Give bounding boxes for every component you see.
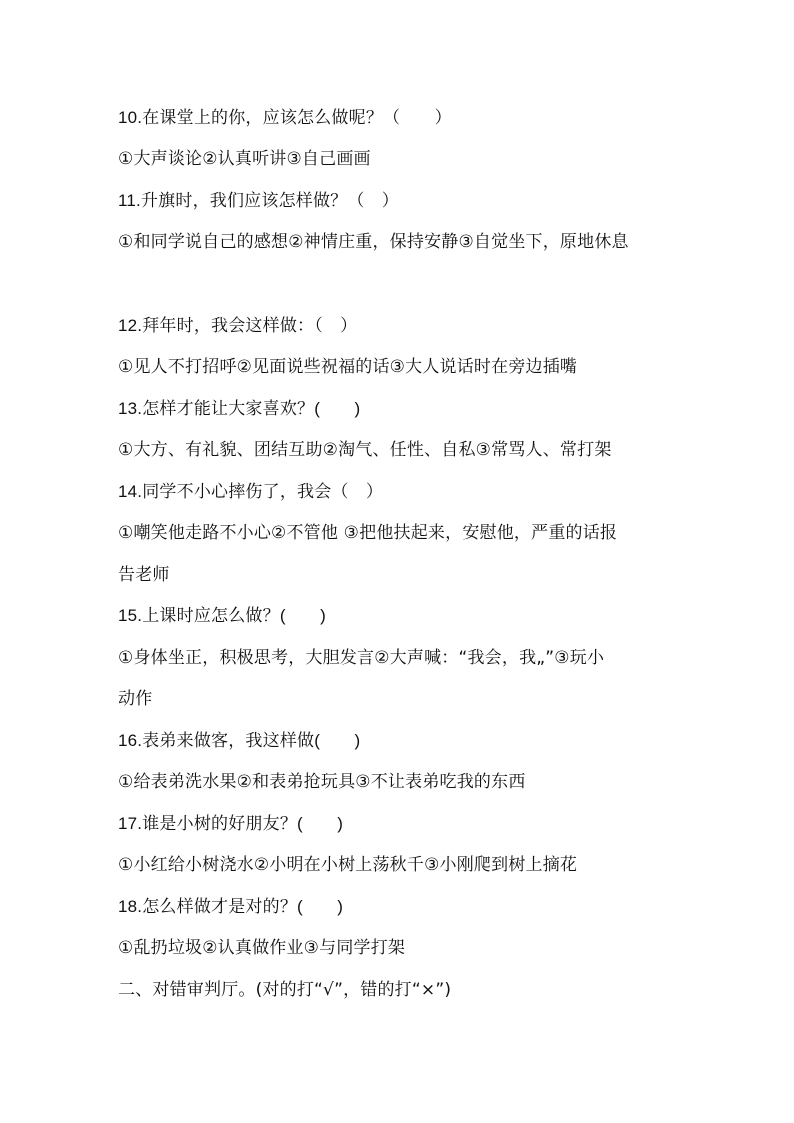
question-14: 14.同学不小心摔伤了，我会（ ） [118, 482, 384, 501]
question-12: 12.拜年时，我会这样做：（ ） [118, 316, 358, 335]
options-17: ①小红给小树浇水②小明在小树上荡秋千③小刚爬到树上摘花 [118, 855, 578, 875]
question-10: 10.在课堂上的你，应该怎么做呢？（ ） [118, 108, 452, 127]
options-16: ①给表弟洗水果②和表弟抢玩具③不让表弟吃我的东西 [118, 772, 526, 792]
question-18: 18.怎么样做才是对的？( ) [118, 897, 344, 916]
question-13: 13.怎样才能让大家喜欢？( ) [118, 399, 361, 418]
options-14: ①嘲笑他走路不小心②不管他 ③把他扶起来，安慰他，严重的话报 [118, 523, 618, 543]
options-18: ①乱扔垃圾②认真做作业③与同学打架 [118, 938, 406, 958]
options-15-continued: 动作 [118, 689, 153, 709]
question-17: 17.谁是小树的好朋友？( ) [118, 814, 344, 833]
options-11: ①和同学说自己的感想②神情庄重，保持安静③自觉坐下，原地休息 [118, 232, 629, 252]
question-15: 15.上课时应怎么做？( ) [118, 606, 326, 625]
options-15: ①身体坐正，积极思考，大胆发言②大声喊：“我会，我„”③玩小 [118, 648, 605, 668]
section-heading-true-false: 二、对错审判厅。(对的打“√”，错的打“×”) [118, 980, 452, 1000]
options-10: ①大声谈论②认真听讲③自己画画 [118, 149, 371, 169]
question-16: 16.表弟来做客，我这样做( ) [118, 731, 361, 750]
options-13: ①大方、有礼貌、团结互助②淘气、任性、自私③常骂人、常打架 [118, 440, 612, 460]
question-11: 11.升旗时，我们应该怎样做？（ ） [118, 191, 399, 210]
options-14-continued: 告老师 [118, 565, 170, 585]
options-12: ①见人不打招呼②见面说些祝福的话③大人说话时在旁边插嘴 [118, 357, 578, 377]
